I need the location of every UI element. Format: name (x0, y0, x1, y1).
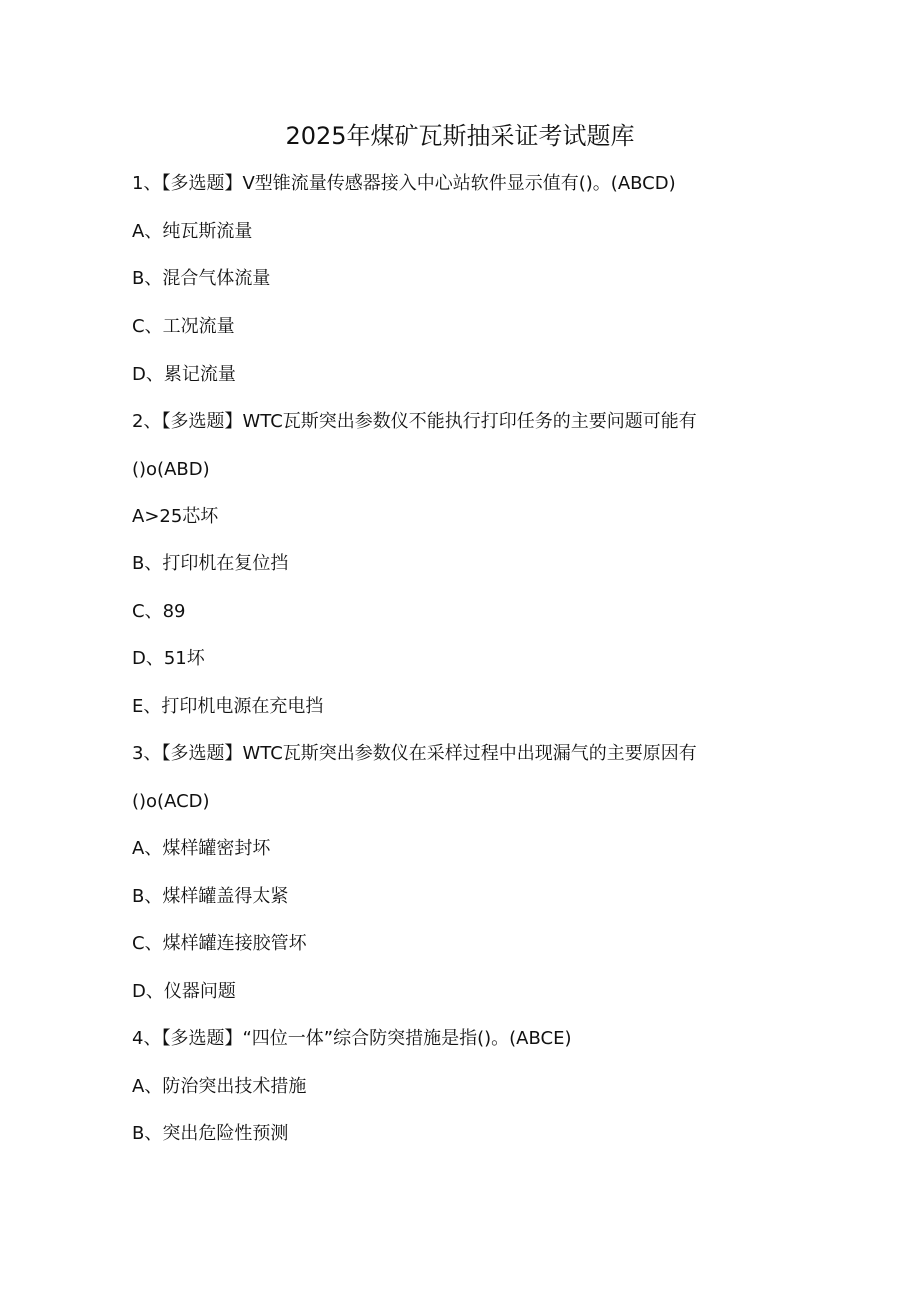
question-2-option-b: B、打印机在复位挡 (132, 553, 289, 574)
question-1-option-d: D、累记流量 (132, 364, 236, 385)
question-3-option-a: A、煤样罐密封坏 (132, 838, 271, 859)
question-3-stem: 3、【多选题】WTC瓦斯突出参数仪在采样过程中出现漏气的主要原因有 (132, 743, 697, 764)
question-4-option-b: B、突出危险性预测 (132, 1123, 289, 1144)
question-1-option-b: B、混合气体流量 (132, 268, 271, 289)
question-4-option-a: A、防治突出技术措施 (132, 1076, 307, 1097)
question-4-stem: 4、【多选题】“四位一体”综合防突措施是指()。(ABCE) (132, 1028, 572, 1049)
question-2-stem-continued: ()o(ABD) (132, 459, 210, 480)
question-3-option-b: B、煤样罐盖得太紧 (132, 886, 289, 907)
question-2-option-d: D、51坏 (132, 648, 205, 669)
question-3-stem-continued: ()o(ACD) (132, 791, 210, 812)
question-2-option-c: C、89 (132, 601, 186, 622)
question-3-option-c: C、煤样罐连接胶管坏 (132, 933, 307, 954)
question-1-option-a: A、纯瓦斯流量 (132, 221, 253, 242)
question-2-option-a: A>25芯坏 (132, 506, 219, 527)
question-2-option-e: E、打印机电源在充电挡 (132, 696, 324, 717)
question-1-option-c: C、工况流量 (132, 316, 235, 337)
question-1-stem: 1、【多选题】V型锥流量传感器接入中心站软件显示值有()。(ABCD) (132, 173, 676, 194)
document-title: 2025年煤矿瓦斯抽采证考试题库 (285, 122, 635, 150)
question-2-stem: 2、【多选题】WTC瓦斯突出参数仪不能执行打印任务的主要问题可能有 (132, 411, 697, 432)
question-3-option-d: D、仪器问题 (132, 981, 236, 1002)
